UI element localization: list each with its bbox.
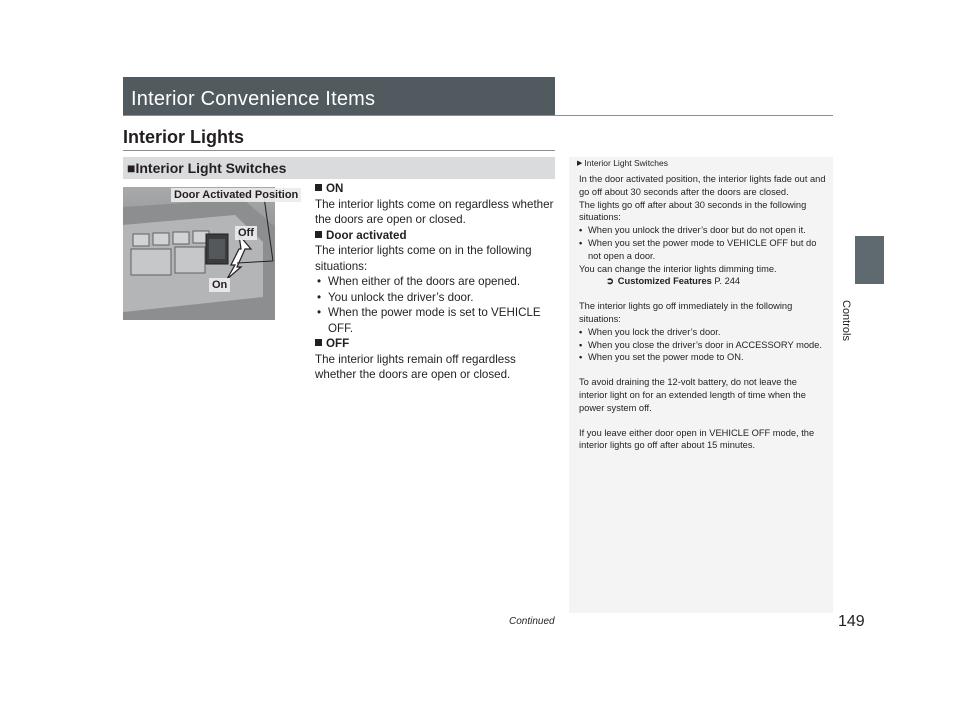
cross-reference-link[interactable] <box>579 275 827 288</box>
subsection-title <box>127 160 286 176</box>
continued-label: Continued <box>509 616 555 627</box>
note-bullet: • When you unlock the driver’s door but do not open it. <box>579 224 827 237</box>
spacer <box>579 415 827 427</box>
reference-page: P. 244 <box>714 276 741 287</box>
note-paragraph: The interior lights go off immediately in the following situations: <box>579 301 793 324</box>
item-heading-door-text: Door activated <box>326 228 407 242</box>
square-bullet-icon: ■ <box>127 160 136 176</box>
note-bullet: • When you set the power mode to ON. <box>579 351 827 364</box>
item-heading-off-text: OFF <box>326 337 350 350</box>
side-note-body <box>579 173 827 452</box>
note-bullet: • When you close the driver’s door in ACCESSORY mode. <box>579 339 827 352</box>
note-bullet: • When you set the power mode to VEHICLE OFF but do not open a door. <box>579 237 827 263</box>
item-heading-off <box>315 336 557 352</box>
header-rule <box>123 115 833 116</box>
callout-door-activated: Door Activated Position <box>171 188 301 202</box>
square-bullet-icon <box>315 339 322 346</box>
note-paragraph: In the door activated position, the interior lights fade out and go off about 30 seconds after the doors are closed. <box>579 174 826 197</box>
subsection-title-text: Interior Light Switches <box>135 160 287 176</box>
callout-on: On <box>209 278 230 292</box>
door-bullet: • When the power mode is set to VEHICLE OFF. <box>315 305 557 336</box>
interior-light-switch-illustration <box>123 187 299 320</box>
reference-arrow-icon: ➲ <box>606 276 614 287</box>
page-title: Interior Convenience Items <box>131 88 376 110</box>
page-number: 149 <box>838 613 865 630</box>
note-paragraph: The lights go off after about 30 seconds in the following situations: <box>579 199 807 223</box>
note-paragraph: If you leave either door open in VEHICLE OFF mode, the interior lights go off after about 15 minutes. <box>579 427 815 451</box>
side-note-title-text: Interior Light Switches <box>584 158 669 168</box>
body-text-column <box>315 181 557 383</box>
door-bullet: • When either of the doors are opened. <box>315 274 557 290</box>
chapter-tab-label: Controls <box>840 300 852 341</box>
note-paragraph: To avoid draining the 12-volt battery, do not leave the interior light on for an extended length of time when the power system off. <box>579 377 806 413</box>
note-bullet: • When you lock the driver’s door. <box>579 326 827 339</box>
section-heading: Interior Lights <box>123 127 244 147</box>
note-triangle-icon: ▶ <box>577 160 583 167</box>
item-heading-door <box>315 228 557 244</box>
callout-off: Off <box>235 226 257 240</box>
square-bullet-icon <box>315 231 322 238</box>
chapter-tab <box>855 236 884 284</box>
on-description: The interior lights come on regardless whether the doors are open or closed. <box>315 197 554 226</box>
door-bullet: • You unlock the driver’s door. <box>315 290 557 306</box>
item-heading-on-text: ON <box>326 182 344 195</box>
square-bullet-icon <box>315 184 322 191</box>
side-note-title <box>577 158 668 168</box>
note-paragraph: You can change the interior lights dimming time. <box>579 263 777 274</box>
door-description: The interior lights come on in the following situations: <box>315 244 532 273</box>
spacer <box>579 288 827 300</box>
section-rule <box>123 150 555 151</box>
reference-label: Customized Features <box>617 276 712 287</box>
overhead-console-drawing <box>123 187 275 320</box>
off-description: The interior lights remain off regardless whether the doors are open or closed. <box>315 352 516 381</box>
item-heading-on <box>315 181 557 197</box>
spacer <box>579 364 827 376</box>
